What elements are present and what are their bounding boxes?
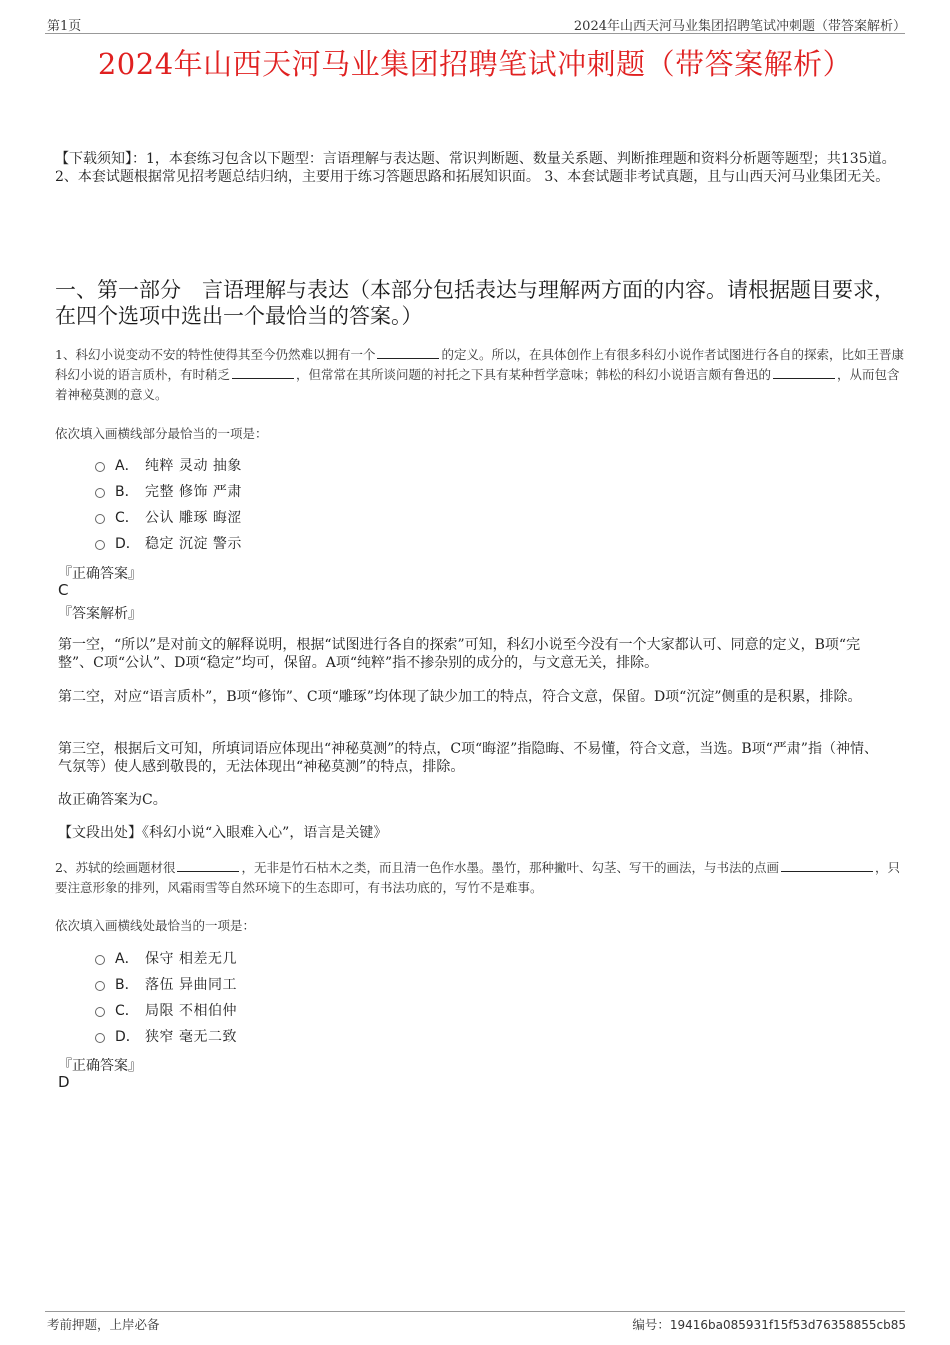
q2-option-d[interactable]: [95, 1023, 237, 1049]
q1-analysis-paragraph-3: 第三空，根据后文可知，所填词语应体现出“神秘莫测”的特点，C项“晦涩”指隐晦、不易懂，符合文意，当选。B项“严肃”指（神情、气氛等）使人感到敬畏的，无法体现出“神秘莫测”的特点，排除。: [58, 741, 878, 775]
q2-blank-2: [781, 859, 873, 872]
q2-answer-label: 『正确答案』: [58, 1058, 142, 1074]
option-letter: A．: [115, 458, 139, 474]
q1-source: 【文段出处】《科幻小说“入眼难入心”，语言是关键》: [58, 825, 388, 841]
q2-option-c[interactable]: [95, 997, 237, 1023]
q1-text-part-1: 1、科幻小说变动不安的特性使得其至今仍然难以拥有一个: [55, 347, 376, 362]
footer-code: [632, 1315, 906, 1333]
q1-analysis-label: 『答案解析』: [58, 606, 142, 622]
q2-answer: D: [58, 1073, 70, 1091]
header-divider: [45, 33, 905, 34]
radio-icon[interactable]: [95, 540, 105, 550]
q1-option-b[interactable]: [95, 478, 242, 504]
radio-icon[interactable]: [95, 955, 105, 965]
q2-blank-1: [177, 859, 239, 872]
download-notice: 【下载须知】：1，本套练习包含以下题型：言语理解与表达题、常识判断题、数量关系题、判断推理题和资料分析题等题型；共135道。 2、本套试题根据常见招考题总结归纳，主要用于练习答题思路和拓展知识面。 3、本套试题非考试真题，且与山西天河马业集团无关。: [55, 151, 896, 185]
q1-option-d[interactable]: [95, 530, 242, 556]
q1-blank-1: [377, 346, 439, 359]
question-2-stem: [55, 858, 905, 898]
q1-answer-label: 『正确答案』: [58, 566, 142, 582]
option-letter: C．: [115, 1003, 139, 1019]
option-letter: C．: [115, 510, 139, 526]
q1-analysis-paragraph-1: 第一空，“所以”是对前文的解释说明，根据“试图进行各自的探索”可知，科幻小说至今没有一个大家都认可、同意的定义，B项“完整”、C项“公认”、D项“稳定”均可，保留。A项“纯粹”指不掺杂别的成分的，与文意无关，排除。: [58, 637, 861, 671]
option-text: 纯粹 灵动 抽象: [145, 458, 242, 474]
q1-options: [95, 452, 242, 556]
q2-text-part-2: ，无非是竹石枯木之类，而且清一色作水墨。墨竹，那种撇叶、勾茎、写干的画法，与书法的点画: [241, 860, 779, 875]
option-text: 狭窄 毫无二致: [145, 1029, 237, 1045]
q1-blank-2: [232, 366, 294, 379]
radio-icon[interactable]: [95, 514, 105, 524]
option-text: 稳定 沉淀 警示: [145, 536, 242, 552]
radio-icon[interactable]: [95, 1007, 105, 1017]
radio-icon[interactable]: [95, 488, 105, 498]
option-letter: D．: [115, 536, 140, 552]
radio-icon[interactable]: [95, 981, 105, 991]
footer-code-label: 编号：: [632, 1317, 670, 1332]
option-letter: B．: [115, 484, 139, 500]
header-page-number: 第1页: [47, 19, 82, 34]
footer-code-value: 19416ba085931f15f53d76358855cb85: [669, 1318, 906, 1332]
option-letter: D．: [115, 1029, 140, 1045]
q1-analysis-conclusion: 故正确答案为C。: [58, 792, 167, 808]
q1-option-a[interactable]: [95, 452, 242, 478]
option-letter: A．: [115, 951, 139, 967]
q1-text-part-3: ，但常常在其所谈问题的衬托之下具有某种哲学意味；韩松的科幻小说语言颇有鲁迅的: [296, 367, 772, 382]
question-1-stem: [55, 345, 905, 405]
q1-text-part-4: ，从而包含着神秘莫测的意义。: [55, 367, 900, 402]
header-doc-title: 2024年山西天河马业集团招聘笔试冲刺题（带答案解析）: [573, 19, 906, 34]
radio-icon[interactable]: [95, 1033, 105, 1043]
option-text: 落伍 异曲同工: [145, 977, 237, 993]
q1-text-part-2: 的定义。所以，在具体创作上有很多科幻小说作者试图进行各自的探索，比如王晋康科幻小说的语言质朴，有时稍乏: [55, 347, 904, 382]
option-text: 局限 不相伯仲: [145, 1003, 237, 1019]
q1-option-c[interactable]: [95, 504, 242, 530]
footer-slogan: 考前押题，上岸必备: [47, 1317, 160, 1332]
q2-options: [95, 945, 237, 1049]
option-text: 完整 修饰 严肃: [145, 484, 242, 500]
q1-answer: C: [58, 581, 69, 599]
q2-instruction: 依次填入画横线处最恰当的一项是：: [55, 918, 256, 933]
option-letter: B．: [115, 977, 139, 993]
q1-instruction: 依次填入画横线部分最恰当的一项是：: [55, 426, 268, 441]
document-title: 2024年山西天河马业集团招聘笔试冲刺题（带答案解析）: [97, 47, 853, 81]
footer-divider: [45, 1311, 905, 1312]
option-text: 公认 雕琢 晦涩: [145, 510, 242, 526]
option-text: 保守 相差无几: [145, 951, 237, 967]
radio-icon[interactable]: [95, 462, 105, 472]
q2-option-b[interactable]: [95, 971, 237, 997]
q1-analysis-paragraph-2: 第二空，对应“语言质朴”，B项“修饰”、C项“雕琢”均体现了缺少加工的特点，符合文意，保留。D项“沉淀”侧重的是积累，排除。: [58, 689, 862, 705]
q1-blank-3: [773, 366, 835, 379]
q2-option-a[interactable]: [95, 945, 237, 971]
q2-text-part-3: ，只要注意形象的排列，风霜雨雪等自然环境下的生态即可，有书法功底的，写竹不是难事。: [55, 860, 900, 895]
q2-text-part-1: 2、苏轼的绘画题材很: [55, 860, 176, 875]
section-heading: 一、第一部分 言语理解与表达（本部分包括表达与理解两方面的内容。请根据题目要求，在四个选项中选出一个最恰当的答案。）: [55, 278, 895, 328]
